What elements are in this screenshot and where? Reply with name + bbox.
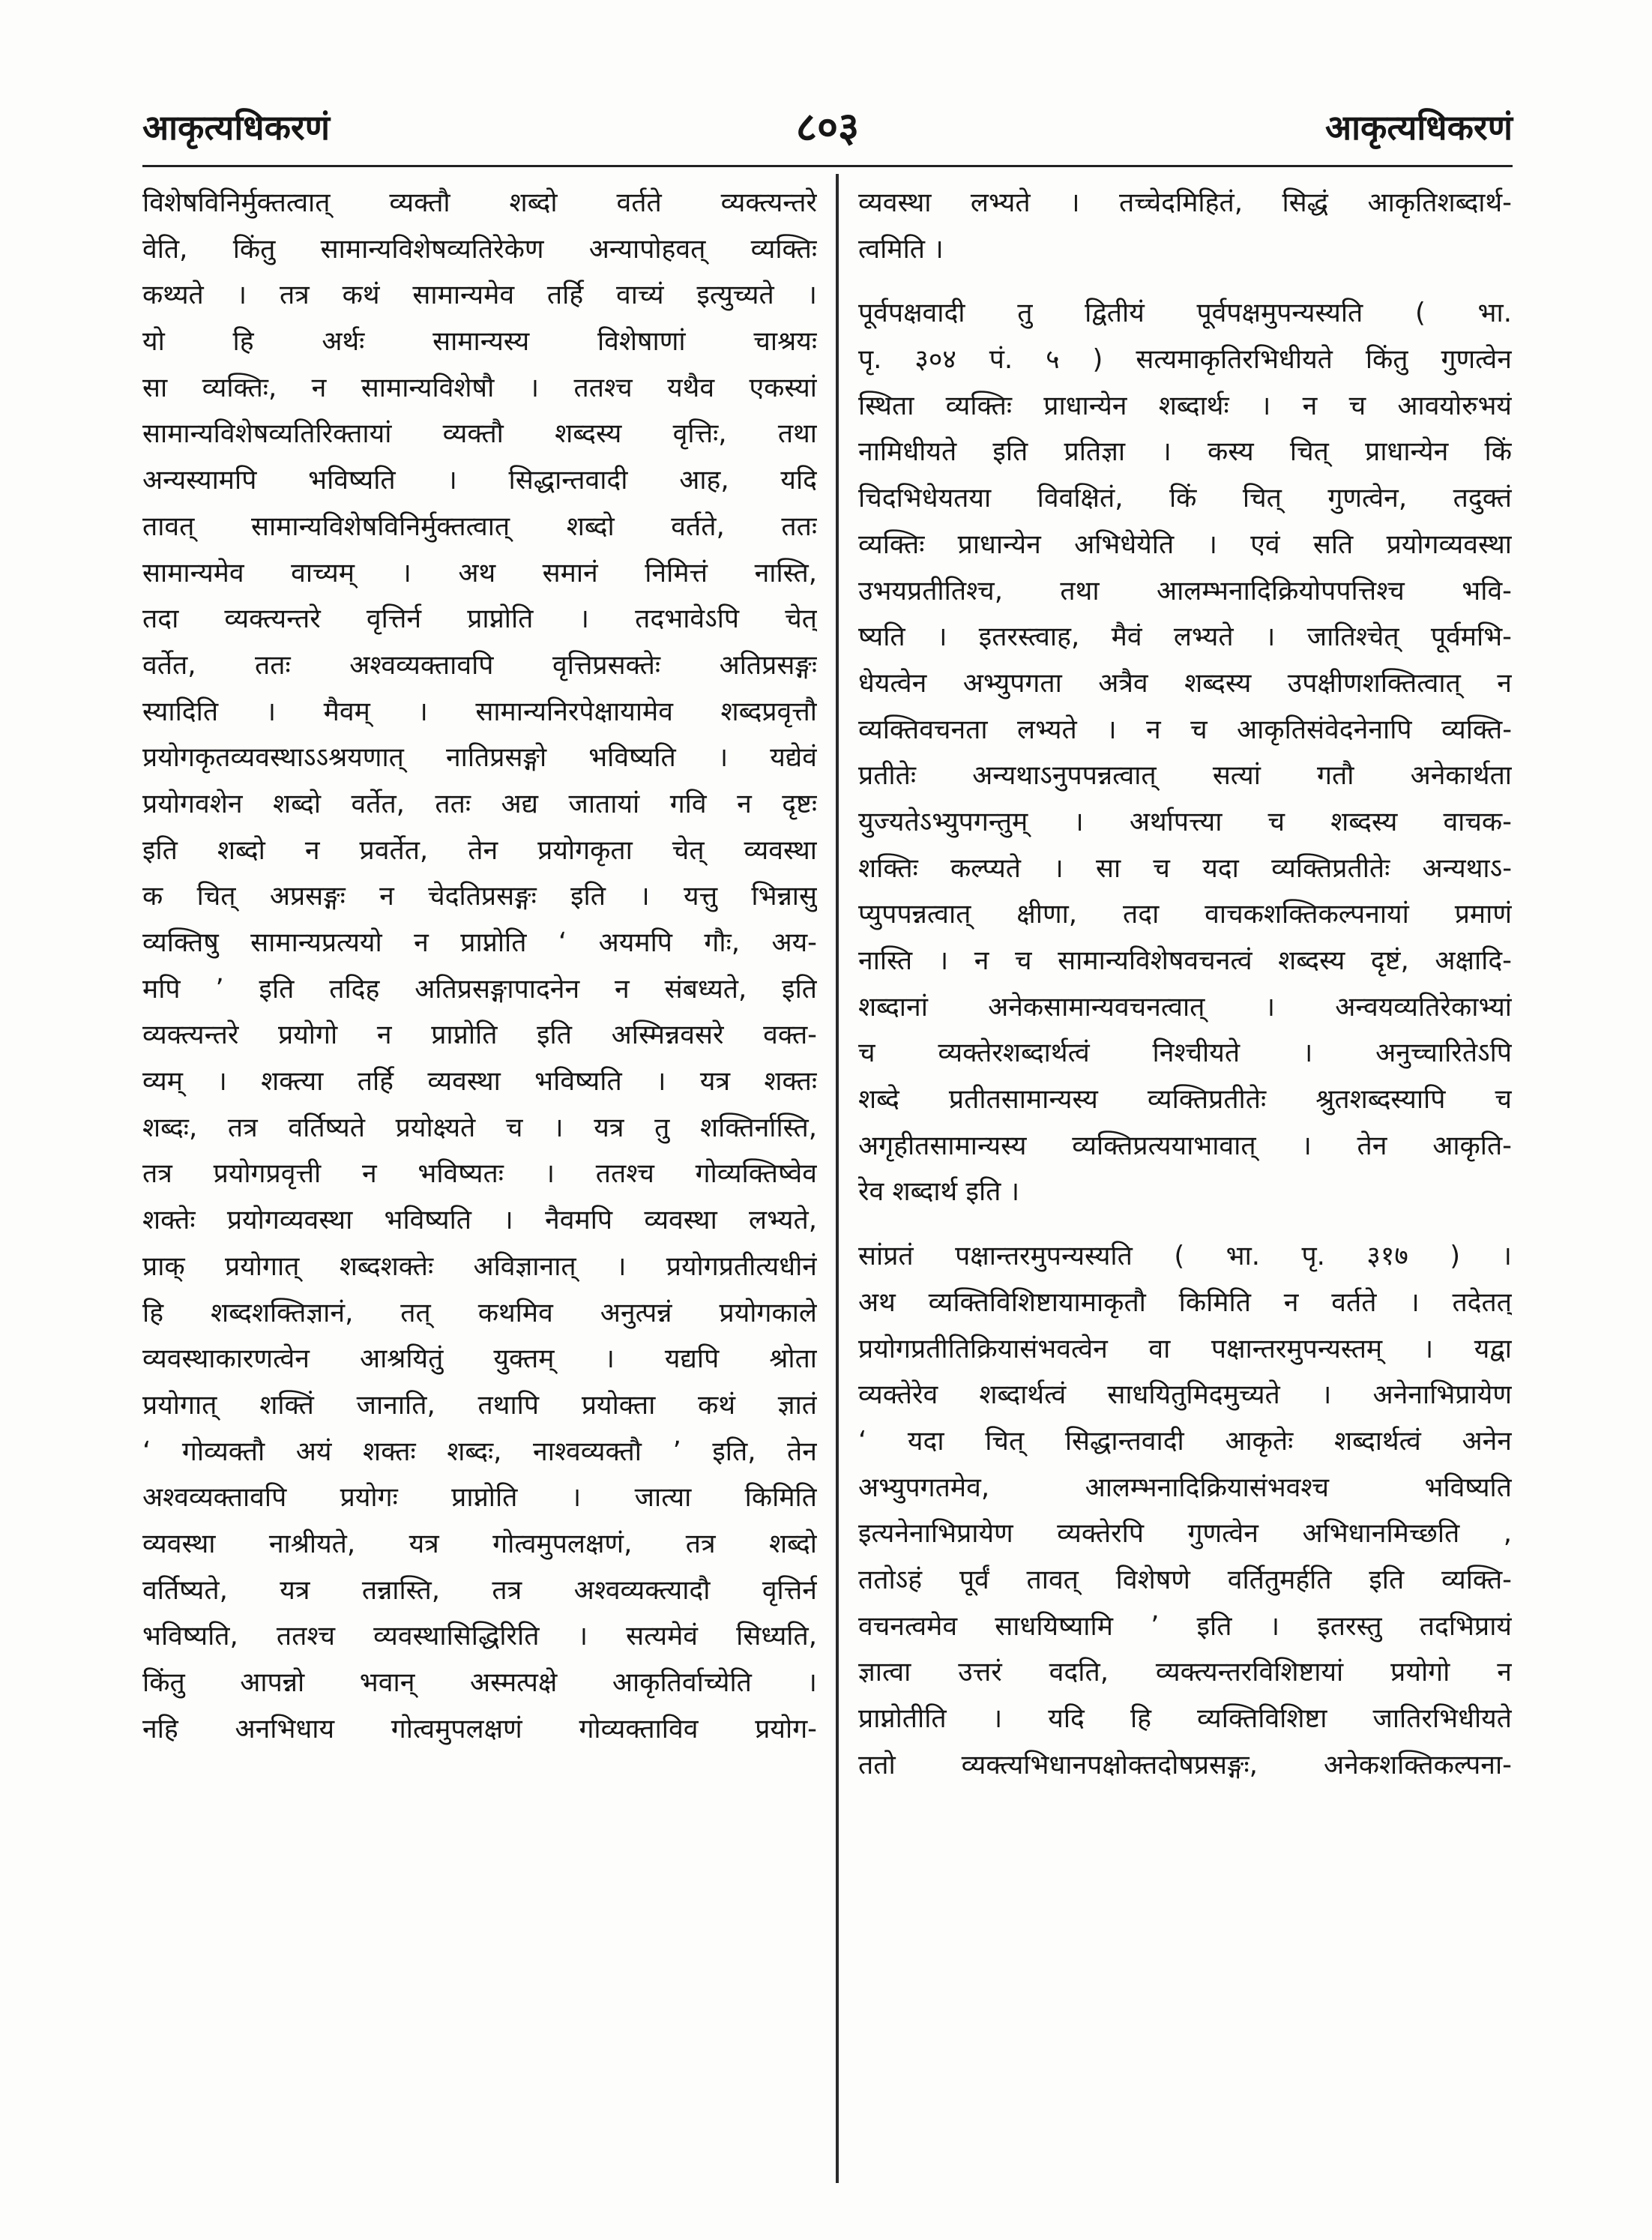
text-line: तत्र प्रयोगप्रवृत्ती न भविष्यतः । ततश्च गोव्यक्तिष्वेव bbox=[142, 1158, 817, 1190]
text-line: व्यक्त्यन्तरे प्रयोगो न प्राप्नोति इति अस्मिन्नवसरे वक्त- bbox=[142, 1020, 817, 1051]
text-line: अथ व्यक्तिविशिष्टायामाकृतौ किमिति न वर्तते । तदेतत् bbox=[858, 1286, 1512, 1318]
text-line: व्यक्तिवचनता लभ्यते । न च आकृतिसंवेदनेनापि व्यक्ति- bbox=[858, 714, 1512, 745]
header-left-title: आकृत्यधिकरणं bbox=[142, 107, 330, 148]
text-line: सा व्यक्तिः, न सामान्यविशेषौ । ततश्च यथैव एकस्यां bbox=[142, 372, 817, 403]
text-line: प्रयोगप्रतीतिक्रियासंभवत्वेन वा पक्षान्तरमुपन्यस्तम् । यद्वा bbox=[858, 1333, 1512, 1364]
text-line: व्यवस्थाकारणत्वेन आश्रयितुं युक्तम् । यद्यपि श्रोता bbox=[142, 1343, 817, 1375]
text-line: प्रतीतेः अन्यथाऽनुपपन्नत्वात् सत्यां गतौ अनेकार्थता bbox=[858, 760, 1512, 792]
text-line: प्युपपन्नत्वात् क्षीणा, तदा वाचकशक्तिकल्पनायां प्रमाणं bbox=[858, 899, 1512, 930]
right-paragraph-2 bbox=[858, 290, 1512, 1215]
text-line: व्यम् । शक्त्या तर्हि व्यवस्था भविष्यति । यत्र शक्तः bbox=[142, 1066, 817, 1098]
column-divider bbox=[836, 174, 839, 2183]
right-paragraph-1 bbox=[858, 180, 1512, 272]
text-line: अन्यस्यामपि भविष्यति । सिद्धान्तवादी आह, यदि bbox=[142, 465, 817, 496]
text-line: प्रयोगकृतव्यवस्थाऽऽश्रयणात् नातिप्रसङ्गो भविष्यति । यद्येवं bbox=[142, 742, 817, 774]
left-column bbox=[142, 180, 817, 1752]
text-line: शब्दे प्रतीतसामान्यस्य व्यक्तिप्रतीतेः श्रुतशब्दस्यापि च bbox=[858, 1084, 1512, 1116]
text-line: तावत् सामान्यविशेषविनिर्मुक्तत्वात् शब्दो वर्तते, ततः bbox=[142, 511, 817, 542]
text-line: स्थिता व्यक्तिः प्राधान्येन शब्दार्थः । न च आवयोरुभयं bbox=[858, 390, 1512, 421]
text-line: यो हि अर्थः सामान्यस्य विशेषाणां चाश्रयः bbox=[142, 326, 817, 358]
text-line: प्राक् प्रयोगात् शब्दशक्तेः अविज्ञानात् । प्रयोगप्रतीत्यधीनं bbox=[142, 1250, 817, 1282]
text-line: ‘ यदा चित् सिद्धान्तवादी आकृतेः शब्दार्थत्वं अनेन bbox=[858, 1425, 1512, 1457]
text-line: च व्यक्तेरशब्दार्थत्वं निश्चीयते । अनुच्चारितेऽपि bbox=[858, 1038, 1512, 1069]
text-line: तदा व्यक्त्यन्तरे वृत्तिर्न प्राप्नोति । तदभावेऽपि चेत् bbox=[142, 603, 817, 635]
text-line: वर्तेत, ततः अश्वव्यक्तावपि वृत्तिप्रसक्तेः अतिप्रसङ्गः bbox=[142, 649, 817, 681]
text-line: ष्यति । इतरस्त्वाह, मैवं लभ्यते । जातिश्चेत् पूर्वमभि- bbox=[858, 621, 1512, 653]
text-line: ‘ गोव्यक्तौ अयं शक्तः शब्दः, नाश्वव्यक्तौ ’ इति, तेन bbox=[142, 1436, 817, 1467]
right-paragraph-3 bbox=[858, 1233, 1512, 1788]
text-line: कथ्यते । तत्र कथं सामान्यमेव तर्हि वाच्यं इत्युच्यते । bbox=[142, 280, 817, 311]
text-line: क चित् अप्रसङ्गः न चेदतिप्रसङ्गः इति । यत्तु भिन्नासु bbox=[142, 881, 817, 912]
text-line: अभ्युपगतमेव, आलम्भनादिक्रियासंभवश्च भविष्यति bbox=[858, 1472, 1512, 1503]
text-line: हि शब्दशक्तिज्ञानं, तत् कथमिव अनुत्पन्नं प्रयोगकाले bbox=[142, 1297, 817, 1328]
text-line: नास्ति । न च सामान्यविशेषवचनत्वं शब्दस्य दृष्टं, अक्षादि- bbox=[858, 945, 1512, 976]
text-line: चिदभिधेयतया विवक्षितं, किं चित् गुणत्वेन, तदुक्तं bbox=[858, 483, 1512, 514]
text-line: पूर्वपक्षवादी तु द्वितीयं पूर्वपक्षमुपन्यस्यति ( भा. bbox=[858, 298, 1512, 329]
text-line: वेति, किंतु सामान्यविशेषव्यतिरेकेण अन्यापोहवत् व्यक्तिः bbox=[142, 233, 817, 265]
text-line: अगृहीतसामान्यस्य व्यक्तिप्रत्ययाभावात् । तेन आकृति- bbox=[858, 1130, 1512, 1161]
text-line: सामान्यविशेषव्यतिरिक्तायां व्यक्तौ शब्दस्य वृत्तिः, तथा bbox=[142, 418, 817, 450]
text-line: रेव शब्दार्थ इति । bbox=[858, 1176, 1020, 1208]
text-line: त्वमिति । bbox=[858, 233, 944, 265]
text-line: व्यवस्था नाश्रीयते, यत्र गोत्वमुपलक्षणं, तत्र शब्दो bbox=[142, 1528, 817, 1559]
text-line: अश्वव्यक्तावपि प्रयोगः प्राप्नोति । जात्या किमिति bbox=[142, 1482, 817, 1514]
text-line: सामान्यमेव वाच्यम् । अथ समानं निमित्तं नास्ति, bbox=[142, 557, 817, 588]
text-line: व्यक्तेरेव शब्दार्थत्वं साधयितुमिदमुच्यते । अनेनाभिप्रायेण bbox=[858, 1379, 1512, 1411]
text-line: इति शब्दो न प्रवर्तेत, तेन प्रयोगकृता चेत् व्यवस्था bbox=[142, 834, 817, 866]
text-line: किंतु आपन्नो भवान् अस्मत्पक्षे आकृतिर्वाच्येति । bbox=[142, 1667, 817, 1698]
right-column bbox=[858, 180, 1512, 1788]
text-line: भविष्यति, ततश्च व्यवस्थासिद्धिरिति । सत्यमेवं सिध्यति, bbox=[142, 1621, 817, 1652]
text-line: धेयत्वेन अभ्युपगता अत्रैव शब्दस्य उपक्षीणशक्तित्वात् न bbox=[858, 667, 1512, 699]
text-line: शब्दानां अनेकसामान्यवचनत्वात् । अन्वयव्यतिरेकाभ्यां bbox=[858, 991, 1512, 1023]
text-line: उभयप्रतीतिश्च, तथा आलम्भनादिक्रियोपपत्तिश्च भवि- bbox=[858, 575, 1512, 606]
text-line: नहि अनभिधाय गोत्वमुपलक्षणं गोव्यक्ताविव प्रयोग- bbox=[142, 1713, 817, 1744]
text-line: ज्ञात्वा उत्तरं वदति, व्यक्त्यन्तरविशिष्टायां प्रयोगो न bbox=[858, 1657, 1512, 1688]
text-line: इत्यनेनाभिप्रायेण व्यक्तेरपि गुणत्वेन अभिधानमिच्छति , bbox=[858, 1518, 1512, 1550]
text-line: वर्तिष्यते, यत्र तन्नास्ति, तत्र अश्वव्यक्त्यादौ वृत्तिर्न bbox=[142, 1574, 817, 1606]
text-line: ततो व्यक्त्यभिधानपक्षोक्तदोषप्रसङ्गः, अनेकशक्तिकल्पना- bbox=[858, 1749, 1512, 1780]
text-line: मपि ’ इति तदिह अतिप्रसङ्गापादनेन न संबध्यते, इति bbox=[142, 973, 817, 1005]
text-line: नामिधीयते इति प्रतिज्ञा । कस्य चित् प्राधान्येन किं bbox=[858, 436, 1512, 468]
text-line: प्रयोगवशेन शब्दो वर्तेत, ततः अद्य जातायां गवि न दृष्टः bbox=[142, 788, 817, 819]
text-line: सांप्रतं पक्षान्तरमुपन्यस्यति ( भा. पृ. ३१७ ) । bbox=[858, 1241, 1512, 1272]
text-line: स्यादिति । मैवम् । सामान्यनिरपेक्षायामेव शब्दप्रवृत्तौ bbox=[142, 696, 817, 727]
header-right-title: आकृत्यधिकरणं bbox=[1325, 107, 1513, 148]
text-line: व्यक्तिषु सामान्यप्रत्ययो न प्राप्नोति ‘ अयमपि गौः, अय- bbox=[142, 927, 817, 958]
page-number: ८०३ bbox=[795, 103, 860, 151]
text-line: युज्यतेऽभ्युपगन्तुम् । अर्थापत्त्या च शब्दस्य वाचक- bbox=[858, 806, 1512, 837]
header-rule bbox=[142, 165, 1513, 167]
text-line: पृ. ३०४ पं. ५ ) सत्यमाकृतिरभिधीयते किंतु गुणत्वेन bbox=[858, 344, 1512, 376]
text-line: शब्दः, तत्र वर्तिष्यते प्रयोक्ष्यते च । यत्र तु शक्तिर्नास्ति, bbox=[142, 1112, 817, 1143]
running-header bbox=[142, 90, 1513, 172]
text-line: वचनत्वमेव साधयिष्यामि ’ इति । इतरस्तु तदभिप्रायं bbox=[858, 1610, 1512, 1642]
text-line: व्यवस्था लभ्यते । तच्चेदमिहितं, सिद्धं आकृतिशब्दार्थ- bbox=[858, 187, 1512, 218]
text-line: शक्तेः प्रयोगव्यवस्था भविष्यति । नैवमपि व्यवस्था लभ्यते, bbox=[142, 1205, 817, 1236]
text-line: विशेषविनिर्मुक्तत्वात् व्यक्तौ शब्दो वर्तते व्यक्त्यन्तरे bbox=[142, 187, 817, 218]
text-line: ततोऽहं पूर्वं तावत् विशेषणे वर्तितुमर्हति इति व्यक्ति- bbox=[858, 1564, 1512, 1595]
text-line: प्रयोगात् शक्तिं जानाति, तथापि प्रयोक्ता कथं ज्ञातं bbox=[142, 1389, 817, 1421]
text-line: व्यक्तिः प्राधान्येन अभिधेयेति । एवं सति प्रयोगव्यवस्था bbox=[858, 529, 1512, 560]
text-line: शक्तिः कल्प्यते । सा च यदा व्यक्तिप्रतीतेः अन्यथाऽ- bbox=[858, 852, 1512, 884]
text-line: प्राप्नोतीति । यदि हि व्यक्तिविशिष्टा जातिरभिधीयते bbox=[858, 1703, 1512, 1734]
